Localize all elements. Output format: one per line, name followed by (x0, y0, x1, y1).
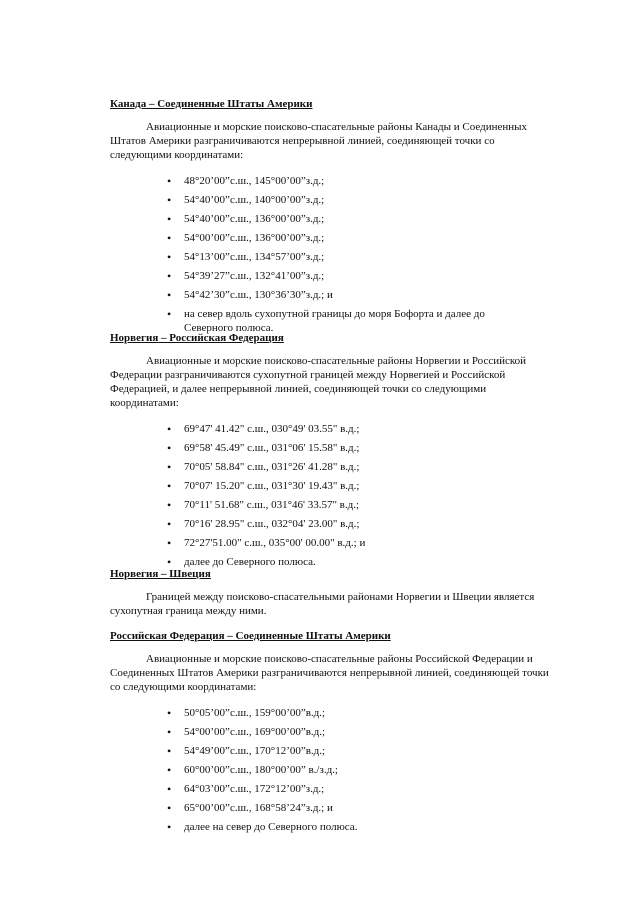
bullet-icon: • (167, 744, 172, 758)
section-paragraph: Границей между поисково-спасательными районами Норвегии и Швеции является сухопутная граница между ними. (110, 591, 535, 617)
list-item: • 70°05' 58.84" с.ш., 031°26' 41.28" в.д.; (167, 460, 360, 474)
list-item: • 54°49’00”с.ш., 170°12’00”в.д.; (167, 744, 326, 758)
bullet-icon: • (167, 555, 172, 569)
bullet-icon: • (167, 498, 172, 512)
section-heading: Норвегия – Российская Федерация (110, 332, 284, 344)
list-item: • на север вдоль сухопутной границы до моря Бофорта и далее до Северного полюса. (167, 307, 485, 334)
list-item: • 50°05’00”с.ш., 159°00’00”в.д.; (167, 706, 326, 720)
list-item: • 64°03’00”с.ш., 172°12’00”з.д.; (167, 782, 325, 796)
bullet-icon: • (167, 212, 172, 226)
list-item: • 54°40’00”с.ш., 140°00’00”з.д.; (167, 193, 325, 207)
list-item: • далее до Северного полюса. (167, 555, 316, 569)
list-item: • далее на север до Северного полюса. (167, 820, 358, 834)
section-norway-russia (110, 331, 550, 569)
bullet-icon: • (167, 307, 172, 321)
section-heading: Норвегия – Швеция (110, 568, 211, 580)
bullet-icon: • (167, 801, 172, 815)
bullet-icon: • (167, 725, 172, 739)
bullet-icon: • (167, 479, 172, 493)
list-item: • 60°00’00”с.ш., 180°00’00” в./з.д.; (167, 763, 338, 777)
list-item: • 54°40’00”с.ш., 136°00’00”з.д.; (167, 212, 325, 226)
bullet-icon: • (167, 460, 172, 474)
bullet-icon: • (167, 288, 172, 302)
bullet-icon: • (167, 536, 172, 550)
list-item: • 69°47' 41.42" с.ш., 030°49' 03.55" в.д.; (167, 422, 360, 436)
section-russia-usa (110, 629, 550, 834)
section-paragraph: Авиационные и морские поисково-спасательные районы Канады и Соединенных Штатов Америки разграничиваются непрерывной линией, соединяющей точки со следующими координатами: (110, 121, 528, 161)
bullet-icon: • (167, 231, 172, 245)
bullet-icon: • (167, 441, 172, 455)
bullet-icon: • (167, 269, 172, 283)
bullet-icon: • (167, 763, 172, 777)
list-item: • 70°16' 28.95" с.ш., 032°04' 23.00" в.д.; (167, 517, 360, 531)
section-canada-usa (110, 97, 550, 335)
bullet-icon: • (167, 174, 172, 188)
list-item: • 54°39’27”с.ш., 132°41’00”з.д.; (167, 269, 325, 283)
coordinate-list (110, 706, 550, 834)
section-paragraph: Авиационные и морские поисково-спасательные районы Норвегии и Российской Федерации разграничиваются сухопутной границей между Норвегией и Российской Федерацией, и далее непрерывной линией, соединяющей точки со следующими координатами: (110, 355, 527, 409)
bullet-icon: • (167, 820, 172, 834)
coordinate-list (110, 174, 550, 335)
list-item: • 54°42’30”с.ш., 130°36’30”з.д.; и (167, 288, 333, 302)
bullet-icon: • (167, 517, 172, 531)
list-item: • 54°00’00”с.ш., 136°00’00”з.д.; (167, 231, 325, 245)
list-item: • 65°00’00”с.ш., 168°58’24”з.д.; и (167, 801, 333, 815)
list-item: • 70°11' 51.68" с.ш., 031°46' 33.57" в.д.; (167, 498, 360, 512)
list-item: • 48°20’00”с.ш., 145°00’00”з.д.; (167, 174, 325, 188)
bullet-icon: • (167, 250, 172, 264)
section-norway-sweden (110, 567, 550, 618)
section-heading: Канада – Соединенные Штаты Америки (110, 98, 313, 110)
list-item: • 54°13’00”с.ш., 134°57’00”з.д.; (167, 250, 325, 264)
list-item: • 72°27'51.00" с.ш., 035°00' 00.00" в.д.; и (167, 536, 366, 550)
coordinate-list (110, 422, 550, 569)
bullet-icon: • (167, 193, 172, 207)
bullet-icon: • (167, 422, 172, 436)
bullet-icon: • (167, 706, 172, 720)
bullet-icon: • (167, 782, 172, 796)
section-paragraph: Авиационные и морские поисково-спасательные районы Российской Федерации и Соединенных Штатов Америки разграничиваются непрерывной линией, соединяющей точки со следующими координатами: (110, 653, 549, 693)
section-heading: Российская Федерация – Соединенные Штаты Америки (110, 630, 391, 642)
list-item: • 69°58' 45.49" с.ш., 031°06' 15.58" в.д.; (167, 441, 360, 455)
list-item: • 54°00’00”с.ш., 169°00’00”в.д.; (167, 725, 326, 739)
list-item: • 70°07' 15.20" с.ш., 031°30' 19.43" в.д.; (167, 479, 360, 493)
